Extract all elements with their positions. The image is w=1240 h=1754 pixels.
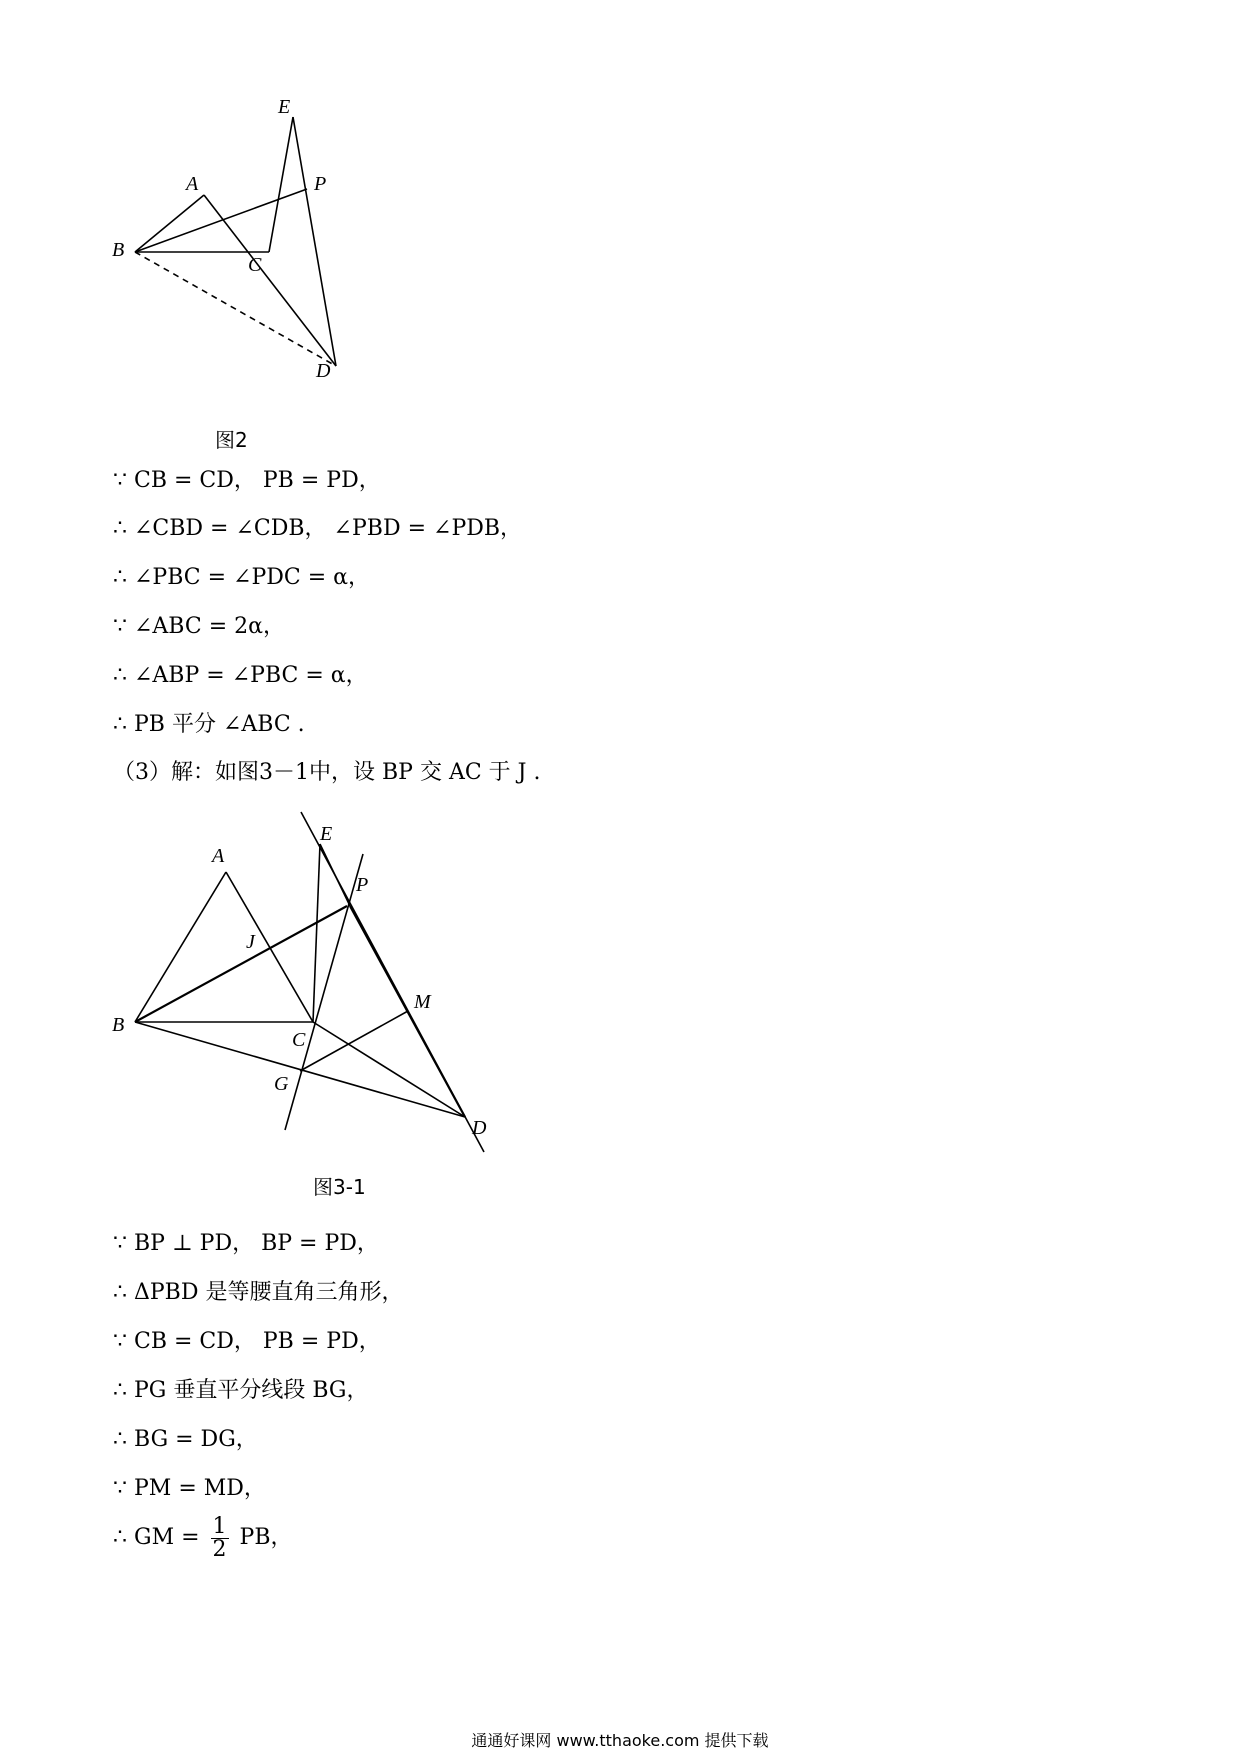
fig3-label-c: C <box>292 1029 306 1051</box>
figure-3-1-caption: 图3-1 <box>313 1175 366 1199</box>
fig2-label-p: P <box>314 173 327 195</box>
figure-3-1-labels <box>112 823 487 1139</box>
proof-line-8: ∵ BP ⊥ PD， BP = PD， <box>113 1231 379 1256</box>
figure-2-caption: 图2 <box>215 428 248 452</box>
figure-2-labels <box>112 96 331 382</box>
fig2-label-b: B <box>112 239 125 261</box>
proof-line-12: ∴ BG = DG， <box>113 1427 258 1452</box>
fig3-label-d: D <box>472 1117 487 1139</box>
fraction-suffix: PB， <box>239 1525 293 1550</box>
proof-line-1: ∵ CB = CD， PB = PD， <box>113 468 381 493</box>
proof-line-3: ∴ ∠PBC = ∠PDC = α， <box>113 565 371 590</box>
fig3-label-j: J <box>246 931 255 953</box>
proof-line-6: ∴ PB 平分 ∠ABC . <box>113 712 305 737</box>
proof-line-fraction <box>113 1510 293 1566</box>
fig3-label-b: B <box>112 1014 125 1036</box>
proof-line-13: ∵ PM = MD， <box>113 1476 266 1501</box>
fraction-one-half <box>211 1513 229 1562</box>
proof-line-5: ∴ ∠ABP = ∠PBC = α， <box>113 663 368 688</box>
proof-line-10: ∵ CB = CD， PB = PD， <box>113 1329 381 1354</box>
fraction-prefix: ∴ GM = <box>113 1525 200 1550</box>
fig3-label-a: A <box>212 845 225 867</box>
proof-line-9: ∴ ΔPBD 是等腰直角三角形， <box>113 1280 404 1305</box>
fig3-label-p: P <box>356 874 369 896</box>
fraction-numerator: 1 <box>212 1513 227 1539</box>
fig3-label-g: G <box>274 1073 289 1095</box>
fraction-denominator: 2 <box>212 1536 227 1562</box>
proof-line-2: ∴ ∠CBD = ∠CDB， ∠PBD = ∠PDB， <box>113 516 523 541</box>
fig2-label-c: C <box>248 254 262 276</box>
part3-heading: （3）解：如图3－1中，设 BP 交 AC 于 J . <box>113 760 541 785</box>
figure-2 <box>135 117 336 366</box>
fig2-label-d: D <box>316 360 331 382</box>
page-footer: 通通好课网 www.tthaoke.com 提供下载 <box>471 1731 769 1750</box>
proof-line-11: ∴ PG 垂直平分线段 BG， <box>113 1378 369 1403</box>
figure-3-1 <box>135 812 484 1152</box>
fig3-label-m: M <box>414 991 431 1013</box>
fig2-label-a: A <box>186 173 199 195</box>
fig3-label-e: E <box>320 823 333 845</box>
proof-line-4: ∵ ∠ABC = 2α， <box>113 614 285 639</box>
fig2-label-e: E <box>278 96 291 118</box>
